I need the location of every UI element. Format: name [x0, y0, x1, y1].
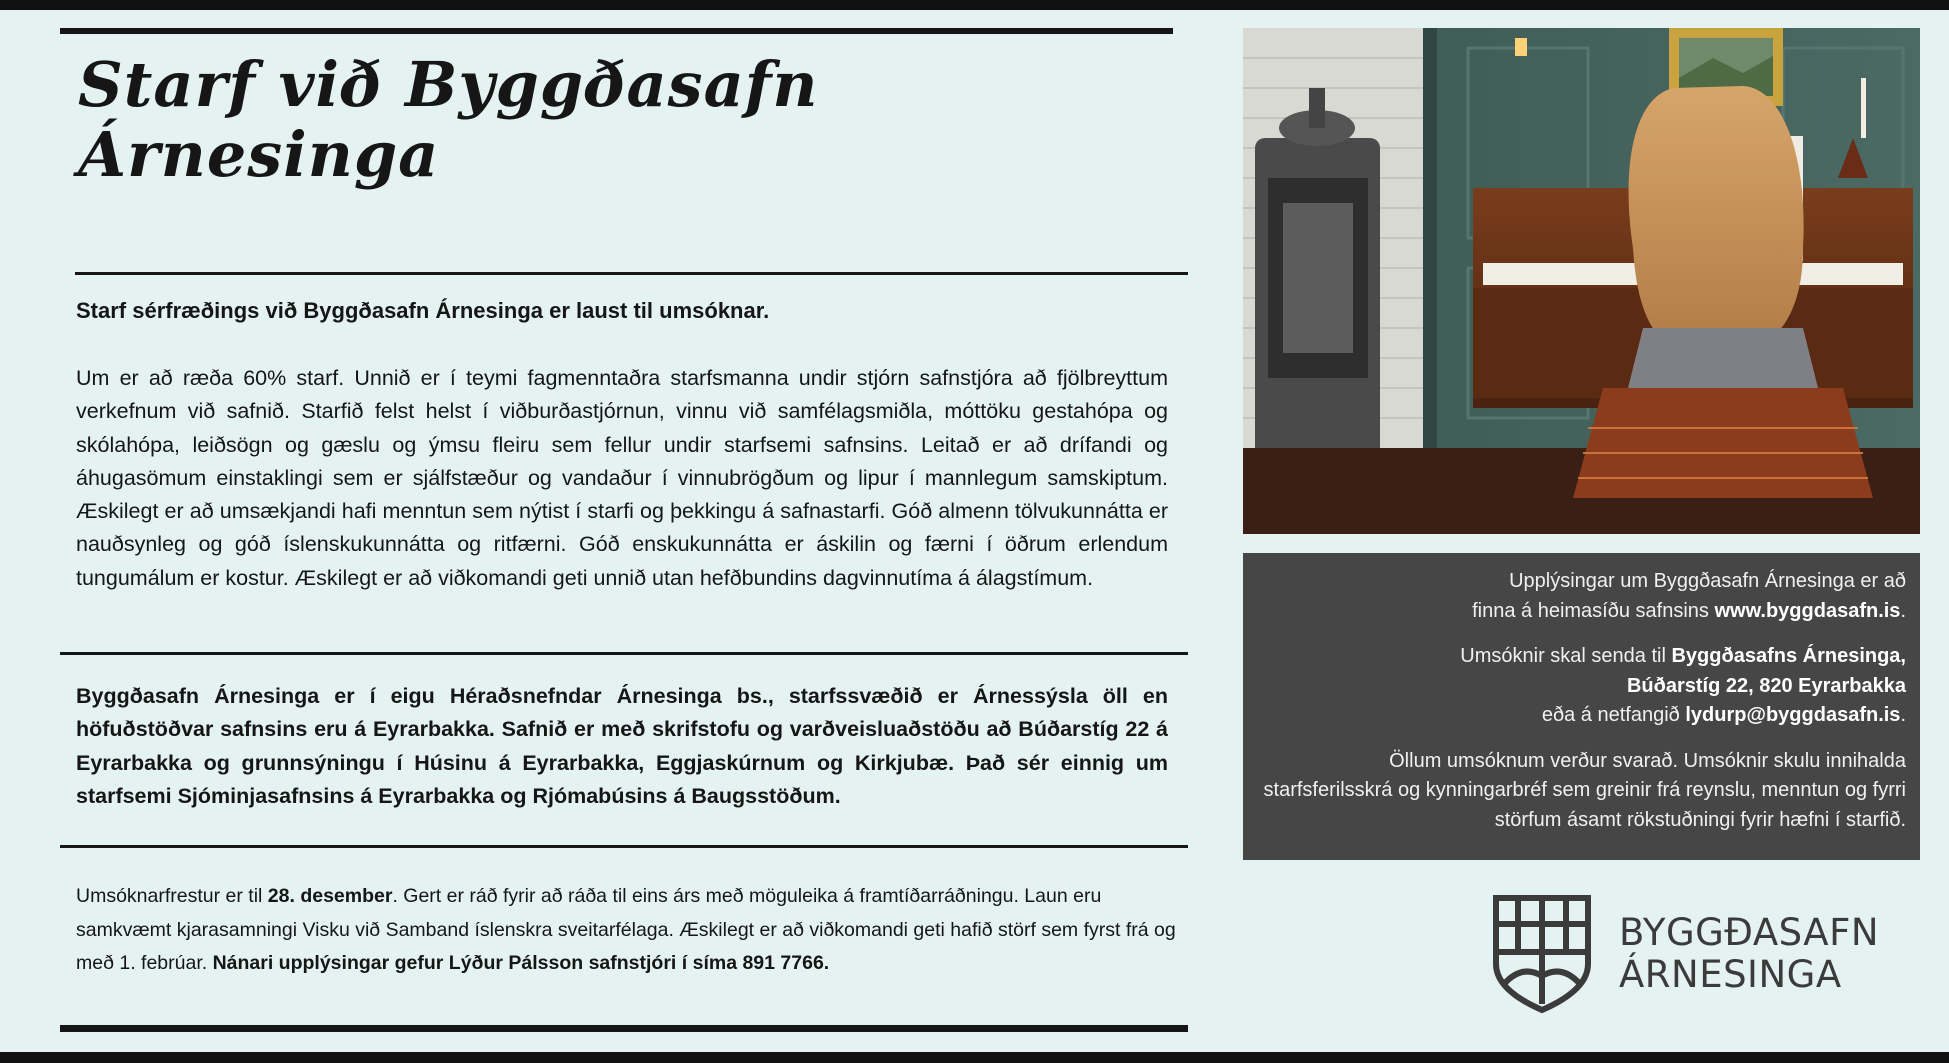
bottom-frame-bar: [0, 1052, 1949, 1063]
museum-description-paragraph: Byggðasafn Árnesinga er í eigu Héraðsnefndar Árnesinga bs., starfssvæðið er Árnessýsla öll en höfuðstöðvar safnsins eru á Eyrarbakka. Safnið er með skrifstofu og varðveisluaðstöðu að Búðarstíg 22 á Eyrarbakka og grunnsýningu í Húsinu á Eyrarbakka, Eggjaskúrnum og Kirkjubæ. Það sér einnig um starfsemi Sjóminjasafnsins á Eyrarbakka og Rjómabúsins á Baugsstöðum.: [76, 684, 1168, 808]
title-line-1: Starf við Byggðasafn: [78, 48, 819, 121]
job-description-paragraph: Um er að ræða 60% starf. Unnið er í teymi fagmenntaðra starfsmanna undir stjórn safnstjóra að fjölbreyttum verkefnum við safnið. Starfið felst helst í viðburðastjórnun, vinnu við samfélagsmiðla, móttöku gestahópa og skólahópa, leiðsögn og gæslu og ýmsu fleiru sem fellur undir starfsemi safnsins. Leitað er að drífandi og áhugasömum einstaklingi sem er sjálfstæður og vandaður í vinnubrögðum og lipur í mannlegum samskiptum. Æskilegt er að umsækjandi hafi menntun sem nýtist í starfi og þekkingu á safnastarfi. Góð almenn tölvukunnátta er nauðsynleg og góð íslenskukunnátta og ritfærni. Góð enskukunnátta er áskilin og færni í öðrum erlendum tungumálum er kostur. Æskilegt er að viðkomandi geti unnið utan hefðbundins dagvinnutíma á álagstímum.: [76, 366, 1168, 590]
rule-bottom: [60, 1025, 1188, 1032]
rule-after-title: [75, 272, 1188, 275]
contact-info: Nánari upplýsingar gefur Lýður Pálsson safnstjóri í síma 891 7766.: [212, 952, 830, 974]
email-text: eða á netfangið: [1541, 704, 1686, 726]
deadline-paragraph: [76, 880, 1176, 981]
lead-sentence: Starf sérfræðings við Byggðasafn Árnesinga er laust til umsóknar.: [76, 298, 770, 323]
deadline-date: 28. desember: [267, 885, 393, 907]
photo-illustration: [1243, 28, 1920, 534]
museum-logo-wordmark: [1619, 912, 1949, 996]
woman-playing-piano-photo: [1243, 28, 1920, 534]
deadline-details: . Gert er ráð fyrir að ráða til eins árs með möguleika á framtíðarráðningu. Laun eru samkvæmt kjarasamningi Visku við Samband íslenskra sveitarfélaga. Æskilegt er að viðkomandi geti hafið störf sem fyrst frá og með 1. febrúar.: [76, 885, 1176, 974]
stove-shape: [1255, 88, 1380, 468]
website-link[interactable]: www.byggdasafn.is: [1714, 599, 1901, 622]
rule-after-museum: [60, 845, 1188, 848]
apply-address: Búðarstíg 22, 820 Eyrarbakka: [1626, 674, 1906, 697]
logo-line-2: ÁRNESINGA: [1619, 953, 1842, 996]
website-info: [1243, 567, 1906, 626]
website-text-2: finna á heimasíðu safnsins: [1472, 599, 1715, 622]
top-frame-bar: [0, 0, 1949, 10]
rule-after-description: [60, 652, 1188, 655]
email-link[interactable]: lydurp@byggdasafn.is: [1685, 704, 1901, 726]
shield-logo-icon: [1492, 894, 1592, 1014]
logo-line-1: BYGGÐASAFN: [1619, 911, 1880, 954]
website-period: .: [1900, 599, 1906, 622]
application-info-box: [1243, 553, 1920, 860]
title-line-2: Árnesinga: [78, 118, 440, 191]
website-text-1: Upplýsingar um Byggðasafn Árnesinga er að: [1509, 570, 1906, 592]
closing-info: Öllum umsóknum verður svarað. Umsóknir skulu innihalda starfsferilsskrá og kynningarbréf sem greinir frá reynslu, menntun og fyrri störfum ásamt rökstuðningi fyrir hæfni í starfið.: [1263, 749, 1906, 831]
email-period: .: [1900, 704, 1906, 726]
apply-text: Umsóknir skal senda til: [1460, 645, 1672, 667]
deadline-intro: Umsóknarfrestur er til: [76, 885, 268, 907]
page-title: [78, 50, 1138, 190]
apply-organization: Byggðasafns Árnesinga,: [1671, 645, 1906, 667]
application-address-info: [1243, 642, 1906, 731]
rule-top: [60, 28, 1173, 34]
